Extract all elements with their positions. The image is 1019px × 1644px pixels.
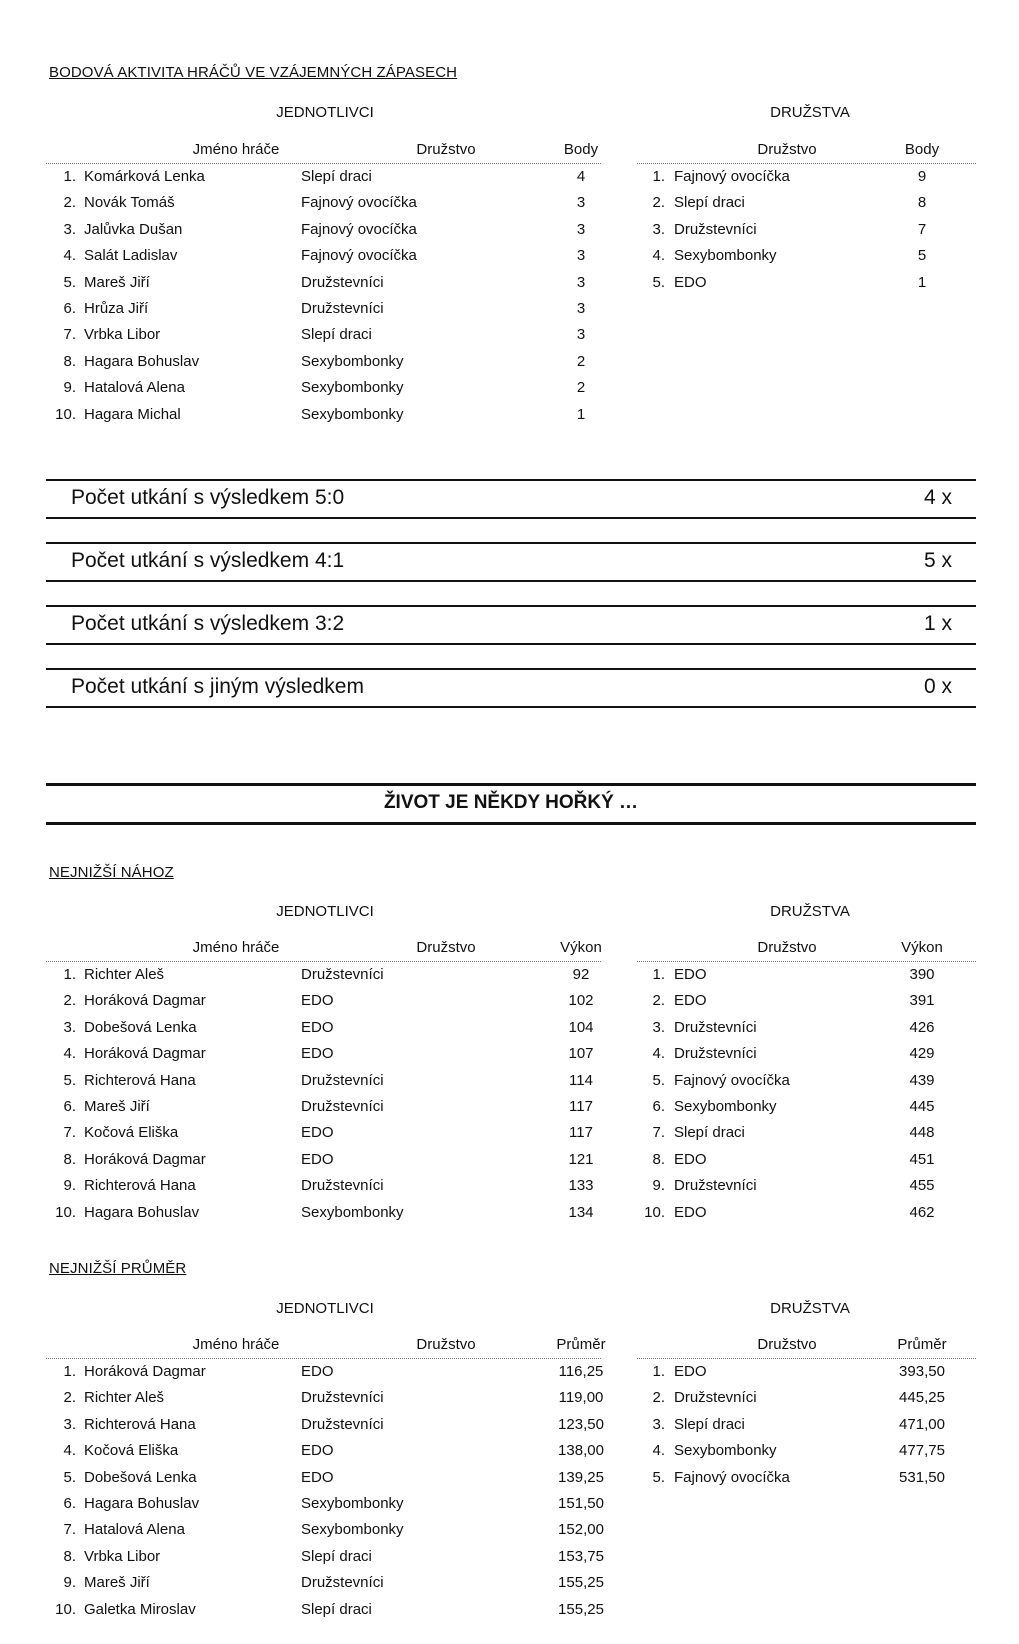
column-header-team: Družstvo <box>416 1336 476 1353</box>
row-rank: 3. <box>63 1018 76 1036</box>
row-rank: 3. <box>652 220 665 238</box>
column-header-value: Body <box>563 141 599 158</box>
group-title-teams: DRUŽSTVA <box>770 1300 850 1317</box>
row-value: 116,25 <box>558 1363 604 1380</box>
table-row <box>46 1359 604 1385</box>
column-header-value: Průměr <box>556 1336 606 1353</box>
team-name: Družstevníci <box>301 273 384 291</box>
team-name: EDO <box>301 1124 334 1142</box>
table-body <box>637 962 976 1226</box>
team-name: EDO <box>301 1363 334 1380</box>
table-header <box>637 937 976 962</box>
row-rank: 10. <box>644 1203 665 1221</box>
row-rank: 5. <box>63 1071 76 1089</box>
group-title-individuals: JEDNOTLIVCI <box>276 903 374 920</box>
row-value: 102 <box>568 992 594 1010</box>
row-value: 107 <box>568 1045 594 1063</box>
table-individuals-lowest-throw <box>46 937 601 1226</box>
table-row <box>637 1173 976 1199</box>
row-rank: 5. <box>652 1468 665 1486</box>
banner-heading <box>46 783 976 825</box>
column-header-team: Družstvo <box>416 939 476 956</box>
team-name: Slepí draci <box>674 1415 745 1433</box>
table-header <box>46 937 601 962</box>
team-name: Slepí draci <box>301 168 372 185</box>
table-row <box>46 962 601 988</box>
team-name: Slepí draci <box>674 194 745 212</box>
table-row <box>637 962 976 988</box>
player-name: Richter Aleš <box>84 1389 165 1407</box>
team-name: Slepí draci <box>674 1124 745 1142</box>
table-teams-lowest-average <box>637 1334 976 1491</box>
team-name: Fajnový ovocíčka <box>674 1468 790 1486</box>
tally-value: 0 x <box>923 675 952 698</box>
row-value: 2 <box>576 352 586 370</box>
team-name: EDO <box>301 1442 334 1460</box>
row-rank: 6. <box>63 299 76 317</box>
row-rank: 9. <box>652 1177 665 1195</box>
table-header <box>46 139 601 164</box>
row-rank: 10. <box>55 405 76 423</box>
table-row <box>637 1200 976 1226</box>
table-header <box>46 1334 606 1359</box>
table-body <box>46 164 601 428</box>
row-rank: 4. <box>652 1442 665 1460</box>
player-name: Horáková Dagmar <box>84 1150 206 1168</box>
player-name: Kočová Eliška <box>84 1124 179 1142</box>
table-row <box>46 296 601 322</box>
row-rank: 2. <box>63 1389 76 1407</box>
column-header-player: Jméno hráče <box>192 939 280 956</box>
column-header-value: Výkon <box>560 939 602 956</box>
player-name: Galetka Miroslav <box>84 1600 196 1618</box>
row-value: 7 <box>917 220 927 238</box>
table-row <box>637 1147 976 1173</box>
section-title-lowest-throw: NEJNIŽŠÍ NÁHOZ <box>49 864 174 881</box>
player-name: Hatalová Alena <box>84 1521 185 1539</box>
row-value: 445 <box>909 1097 935 1115</box>
player-name: Hagara Bohuslav <box>84 1494 200 1512</box>
section-title-lowest-average: NEJNIŽŠÍ PRŮMĚR <box>49 1260 187 1277</box>
player-name: Richterová Hana <box>84 1415 196 1433</box>
player-name: Mareš Jiří <box>84 273 150 291</box>
team-name: Sexybombonky <box>301 352 404 370</box>
row-rank: 8. <box>63 1150 76 1168</box>
team-name: Družstevníci <box>301 299 384 317</box>
team-name: EDO <box>301 1045 334 1063</box>
row-rank: 2. <box>63 194 76 212</box>
player-name: Hagara Michal <box>84 405 181 423</box>
table-row <box>46 1570 604 1596</box>
row-value: 471,00 <box>899 1415 945 1433</box>
row-value: 114 <box>569 1071 593 1089</box>
row-value: 391 <box>909 992 935 1010</box>
table-row <box>46 1041 601 1067</box>
row-rank: 7. <box>652 1124 665 1142</box>
row-value: 5 <box>917 247 927 265</box>
tally-row <box>46 668 976 708</box>
player-name: Hatalová Alena <box>84 379 185 397</box>
row-rank: 1. <box>63 168 76 185</box>
row-value: 439 <box>909 1071 935 1089</box>
row-rank: 2. <box>652 194 665 212</box>
table-row <box>46 217 601 243</box>
team-name: Sexybombonky <box>674 247 777 265</box>
row-value: 133 <box>568 1177 594 1195</box>
team-name: EDO <box>301 992 334 1010</box>
team-name: Slepí draci <box>301 326 372 344</box>
table-row <box>637 190 976 216</box>
table-row <box>637 1385 976 1411</box>
row-value: 92 <box>572 966 590 983</box>
team-name: EDO <box>674 992 707 1010</box>
team-name: Družstevníci <box>301 1415 384 1433</box>
team-name: Fajnový ovocíčka <box>674 168 790 185</box>
player-name: Vrbka Libor <box>84 1547 161 1565</box>
team-name: Družstevníci <box>301 1097 384 1115</box>
player-name: Hrůza Jiří <box>84 299 149 317</box>
table-row <box>46 1094 601 1120</box>
tally-label: Počet utkání s výsledkem 4:1 <box>71 549 345 572</box>
row-value: 448 <box>909 1124 935 1142</box>
table-row <box>46 164 601 190</box>
row-value: 139,25 <box>558 1468 604 1486</box>
group-title-teams: DRUŽSTVA <box>770 903 850 920</box>
team-name: Slepí draci <box>301 1600 372 1618</box>
player-name: Vrbka Libor <box>84 326 161 344</box>
player-name: Richterová Hana <box>84 1177 196 1195</box>
table-header <box>637 1334 976 1359</box>
table-row <box>46 1200 601 1226</box>
row-rank: 7. <box>63 326 76 344</box>
row-rank: 3. <box>652 1018 665 1036</box>
team-name: Fajnový ovocíčka <box>301 194 417 212</box>
row-rank: 6. <box>63 1097 76 1115</box>
team-name: Družstevníci <box>301 1177 384 1195</box>
team-name: Družstevníci <box>301 1071 384 1089</box>
player-name: Novák Tomáš <box>84 194 175 212</box>
player-name: Richterová Hana <box>84 1071 196 1089</box>
row-rank: 9. <box>63 1177 76 1195</box>
tally-value: 1 x <box>923 612 952 635</box>
tally-value: 4 x <box>923 486 952 509</box>
team-name: Družstevníci <box>674 1045 757 1063</box>
row-rank: 1. <box>63 1363 76 1380</box>
table-row <box>46 322 601 348</box>
table-body <box>46 1359 604 1623</box>
table-header <box>637 139 976 164</box>
row-value: 393,50 <box>899 1363 945 1380</box>
row-rank: 4. <box>652 247 665 265</box>
row-rank: 4. <box>63 1442 76 1460</box>
row-rank: 9. <box>63 379 76 397</box>
team-name: Družstevníci <box>674 1177 757 1195</box>
player-name: Jalůvka Dušan <box>84 220 183 238</box>
table-row <box>637 1120 976 1146</box>
row-rank: 8. <box>652 1150 665 1168</box>
group-title-teams: DRUŽSTVA <box>770 104 850 121</box>
tally-row <box>46 605 976 645</box>
tally-label: Počet utkání s výsledkem 3:2 <box>71 612 345 635</box>
team-name: Sexybombonky <box>301 405 404 423</box>
row-value: 117 <box>569 1124 593 1142</box>
tally-label: Počet utkání s výsledkem 5:0 <box>71 486 345 509</box>
column-header-value: Výkon <box>901 939 943 956</box>
row-value: 123,50 <box>558 1415 604 1433</box>
row-rank: 5. <box>652 273 665 291</box>
row-rank: 4. <box>63 247 76 265</box>
player-name: Hagara Bohuslav <box>84 1203 200 1221</box>
player-name: Komárková Lenka <box>84 168 205 185</box>
table-row <box>637 1412 976 1438</box>
table-row <box>637 1438 976 1464</box>
team-name: Družstevníci <box>301 1389 384 1407</box>
player-name: Mareš Jiří <box>84 1097 150 1115</box>
row-value: 477,75 <box>899 1442 945 1460</box>
column-header-team: Družstvo <box>757 141 817 158</box>
table-teams-lowest-throw <box>637 937 976 1226</box>
section-title-points: BODOVÁ AKTIVITA HRÁČŮ VE VZÁJEMNÝCH ZÁPASECH <box>49 64 458 81</box>
team-name: Sexybombonky <box>301 1494 404 1512</box>
table-row <box>46 1491 604 1517</box>
table-row <box>46 1173 601 1199</box>
table-row <box>46 349 601 375</box>
row-rank: 10. <box>55 1600 76 1618</box>
row-rank: 1. <box>652 966 665 983</box>
player-name: Dobešová Lenka <box>84 1468 197 1486</box>
tally-row <box>46 479 976 519</box>
player-name: Dobešová Lenka <box>84 1018 197 1036</box>
player-name: Kočová Eliška <box>84 1442 179 1460</box>
table-row <box>637 1094 976 1120</box>
table-teams-points <box>637 139 976 296</box>
table-individuals-points <box>46 139 601 428</box>
team-name: EDO <box>674 1203 707 1221</box>
column-header-player: Jméno hráče <box>192 1336 280 1353</box>
team-name: Družstevníci <box>674 220 757 238</box>
table-body <box>637 1359 976 1491</box>
row-rank: 3. <box>63 220 76 238</box>
table-row <box>637 1068 976 1094</box>
team-name: Sexybombonky <box>301 379 404 397</box>
table-row <box>46 1597 604 1623</box>
team-name: Fajnový ovocíčka <box>301 247 417 265</box>
row-value: 3 <box>576 326 586 344</box>
table-row <box>46 190 601 216</box>
player-name: Richter Aleš <box>84 966 165 983</box>
row-rank: 10. <box>55 1203 76 1221</box>
table-row <box>46 988 601 1014</box>
table-row <box>46 1438 604 1464</box>
row-rank: 2. <box>652 1389 665 1407</box>
row-value: 3 <box>576 273 586 291</box>
row-rank: 9. <box>63 1574 76 1592</box>
row-rank: 1. <box>652 168 665 185</box>
group-title-individuals: JEDNOTLIVCI <box>276 1300 374 1317</box>
team-name: Slepí draci <box>301 1547 372 1565</box>
team-name: EDO <box>301 1018 334 1036</box>
table-row <box>637 988 976 1014</box>
team-name: EDO <box>674 1150 707 1168</box>
table-row <box>46 270 601 296</box>
row-value: 121 <box>568 1150 594 1168</box>
team-name: EDO <box>301 1150 334 1168</box>
table-row <box>46 1465 604 1491</box>
table-row <box>46 1147 601 1173</box>
table-row <box>46 1068 601 1094</box>
player-name: Hagara Bohuslav <box>84 352 200 370</box>
table-row <box>637 270 976 296</box>
row-rank: 3. <box>63 1415 76 1433</box>
player-name: Mareš Jiří <box>84 1574 150 1592</box>
table-row <box>46 1015 601 1041</box>
table-body <box>46 962 601 1226</box>
row-rank: 5. <box>63 1468 76 1486</box>
table-row <box>637 164 976 190</box>
row-value: 429 <box>909 1045 935 1063</box>
row-value: 152,00 <box>558 1521 604 1539</box>
player-name: Horáková Dagmar <box>84 1045 206 1063</box>
tally-label: Počet utkání s jiným výsledkem <box>71 675 364 698</box>
column-header-value: Body <box>904 141 940 158</box>
column-header-value: Průměr <box>897 1336 947 1353</box>
row-rank: 1. <box>63 966 76 983</box>
row-rank: 8. <box>63 352 76 370</box>
table-row <box>46 243 601 269</box>
table-row <box>637 1465 976 1491</box>
column-header-player: Jméno hráče <box>192 141 280 158</box>
team-name: EDO <box>674 1363 707 1380</box>
table-row <box>46 1385 604 1411</box>
row-value: 138,00 <box>558 1442 604 1460</box>
team-name: Fajnový ovocíčka <box>674 1071 790 1089</box>
table-row <box>637 243 976 269</box>
team-name: Sexybombonky <box>674 1097 777 1115</box>
table-row <box>46 1120 601 1146</box>
row-value: 3 <box>576 299 586 317</box>
row-rank: 7. <box>63 1521 76 1539</box>
row-value: 451 <box>909 1150 935 1168</box>
table-row <box>46 1517 604 1543</box>
row-value: 3 <box>576 220 586 238</box>
table-row <box>46 375 601 401</box>
tally-value: 5 x <box>923 549 952 572</box>
row-value: 134 <box>568 1203 594 1221</box>
row-rank: 6. <box>652 1097 665 1115</box>
team-name: Družstevníci <box>674 1018 757 1036</box>
row-value: 2 <box>576 379 586 397</box>
team-name: Družstevníci <box>301 966 384 983</box>
row-value: 9 <box>917 168 927 185</box>
column-header-team: Družstvo <box>757 1336 817 1353</box>
row-rank: 3. <box>652 1415 665 1433</box>
row-value: 426 <box>909 1018 935 1036</box>
team-name: Fajnový ovocíčka <box>301 220 417 238</box>
table-row <box>637 217 976 243</box>
row-value: 3 <box>576 247 586 265</box>
row-value: 3 <box>576 194 586 212</box>
row-value: 390 <box>909 966 935 983</box>
row-value: 104 <box>568 1018 594 1036</box>
row-value: 151,50 <box>558 1494 604 1512</box>
team-name: EDO <box>674 273 707 291</box>
row-rank: 4. <box>63 1045 76 1063</box>
row-value: 4 <box>576 168 586 185</box>
row-rank: 7. <box>63 1124 76 1142</box>
table-row <box>46 1412 604 1438</box>
team-name: Sexybombonky <box>301 1203 404 1221</box>
table-row <box>637 1041 976 1067</box>
row-rank: 2. <box>652 992 665 1010</box>
row-rank: 1. <box>652 1363 665 1380</box>
table-row <box>637 1015 976 1041</box>
team-name: Družstevníci <box>301 1574 384 1592</box>
row-rank: 5. <box>63 273 76 291</box>
row-value: 117 <box>569 1097 593 1115</box>
row-rank: 4. <box>652 1045 665 1063</box>
row-value: 8 <box>917 194 927 212</box>
column-header-team: Družstvo <box>416 141 476 158</box>
row-value: 1 <box>576 405 586 423</box>
table-row <box>46 1544 604 1570</box>
team-name: EDO <box>674 966 707 983</box>
player-name: Horáková Dagmar <box>84 992 206 1010</box>
group-title-individuals: JEDNOTLIVCI <box>276 104 374 121</box>
table-body <box>637 164 976 296</box>
row-rank: 8. <box>63 1547 76 1565</box>
row-value: 155,25 <box>558 1574 604 1592</box>
row-rank: 6. <box>63 1494 76 1512</box>
row-value: 445,25 <box>899 1389 945 1407</box>
team-name: Družstevníci <box>674 1389 757 1407</box>
row-value: 155,25 <box>558 1600 604 1618</box>
row-value: 153,75 <box>558 1547 604 1565</box>
table-individuals-lowest-average <box>46 1334 606 1623</box>
team-name: Sexybombonky <box>674 1442 777 1460</box>
row-value: 462 <box>909 1203 935 1221</box>
column-header-team: Družstvo <box>757 939 817 956</box>
row-value: 119,00 <box>558 1389 604 1407</box>
row-rank: 5. <box>652 1071 665 1089</box>
player-name: Horáková Dagmar <box>84 1363 206 1380</box>
team-name: Sexybombonky <box>301 1521 404 1539</box>
row-value: 1 <box>917 273 927 291</box>
row-value: 455 <box>909 1177 935 1195</box>
tally-row <box>46 542 976 582</box>
row-rank: 2. <box>63 992 76 1010</box>
table-row <box>637 1359 976 1385</box>
team-name: EDO <box>301 1468 334 1486</box>
row-value: 531,50 <box>899 1468 945 1486</box>
banner-text: ŽIVOT JE NĚKDY HOŘKÝ … <box>383 792 639 813</box>
player-name: Salát Ladislav <box>84 247 178 265</box>
table-row <box>46 402 601 428</box>
